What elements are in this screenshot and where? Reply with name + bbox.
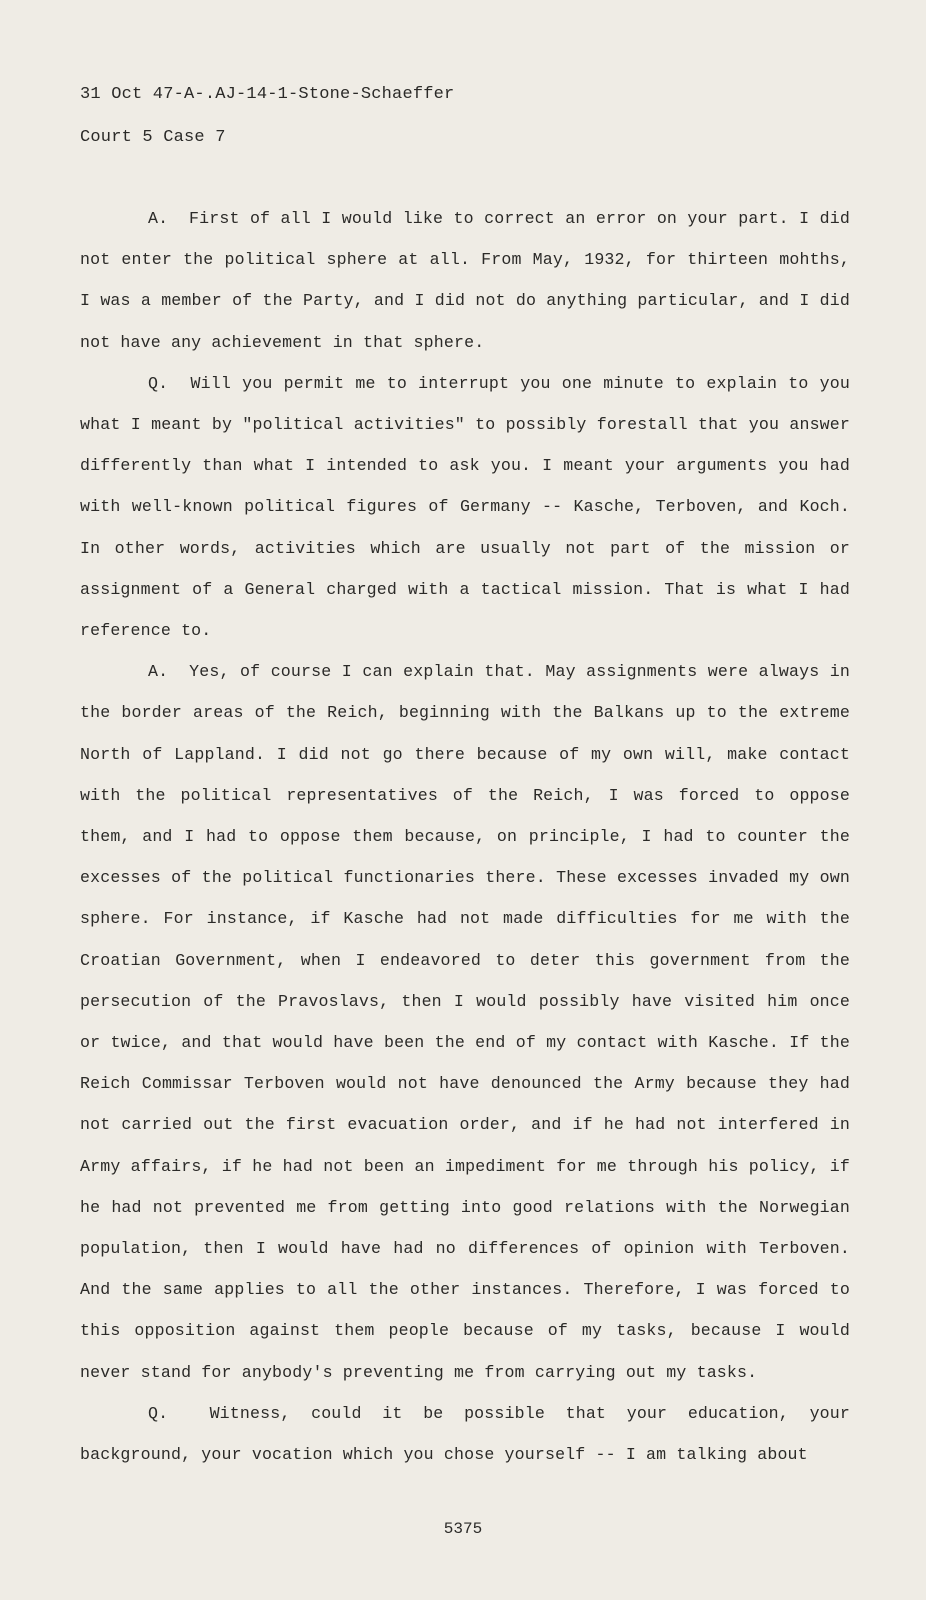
speaker-label: Q.	[148, 1403, 169, 1423]
paragraph-text: Yes, of course I can explain that. May assignments were always in the border areas of the Reich, beginning with the Balkans up to the extreme North of Lappland. I did not go there because of my own will, make contact with the political representatives of the Reich, I was forced to oppose them, and I had to oppose them because, on principle, I had to counter the excesses of the political functionaries there. These excesses invaded my own sphere. For instance, if Kasche had not made difficulties for me with the Croatian Government, when I endeavored to deter this government from the persecution of the Pravoslavs, then I would possibly have visited him once or twice, and that would have been the end of my contact with Kasche. If the Reich Commissar Terboven would not have denounced the Army because they had not carried out the first evacuation order, and if he had not interfered in Army affairs, if he had not been an impediment for me through his policy, if he had not prevented me from getting into good relations with the Norwegian population, then I would have had no differences of opinion with Terboven. And the same applies to all the other instances. Therefore, I was forced to this opposition against them people because of my tasks, because I would never stand for anybody's preventing me from carrying out my tasks.	[80, 662, 850, 1382]
page-number: 5375	[443, 1520, 483, 1538]
speaker-label: Q.	[148, 373, 169, 393]
document-reference: 31 Oct 47-A-.AJ-14-1-Stone-Schaeffer	[80, 85, 455, 104]
transcript-paragraph	[80, 363, 850, 651]
paragraph-text: First of all I would like to correct an error on your part. I did not enter the political sphere at all. From May, 1932, for thirteen mohths, I was a member of the Party, and I did not do anything particular, and I did not have any achievement in that sphere.	[80, 209, 851, 352]
court-case-label: Court 5 Case 7	[80, 128, 226, 147]
transcript-body	[80, 198, 850, 1475]
speaker-label: A.	[148, 209, 169, 228]
transcript-paragraph	[80, 198, 850, 363]
speaker-label: A.	[148, 662, 169, 682]
transcript-paragraph	[80, 651, 850, 1393]
paragraph-text: Will you permit me to interrupt you one minute to explain to you what I meant by "political activities" to possibly forestall that you answer differently than what I intended to ask you. I meant your arguments you had with well-known political figures of Germany -- Kasche, Terboven, and Koch. In other words, activities which are usually not part of the mission or assignment of a General charged with a tactical mission. That is what I had reference to.	[80, 373, 850, 641]
paragraph-text: Witness, could it be possible that your education, your background, your vocation which you chose yourself -- I am talking about	[80, 1403, 850, 1465]
transcript-paragraph	[80, 1393, 850, 1475]
